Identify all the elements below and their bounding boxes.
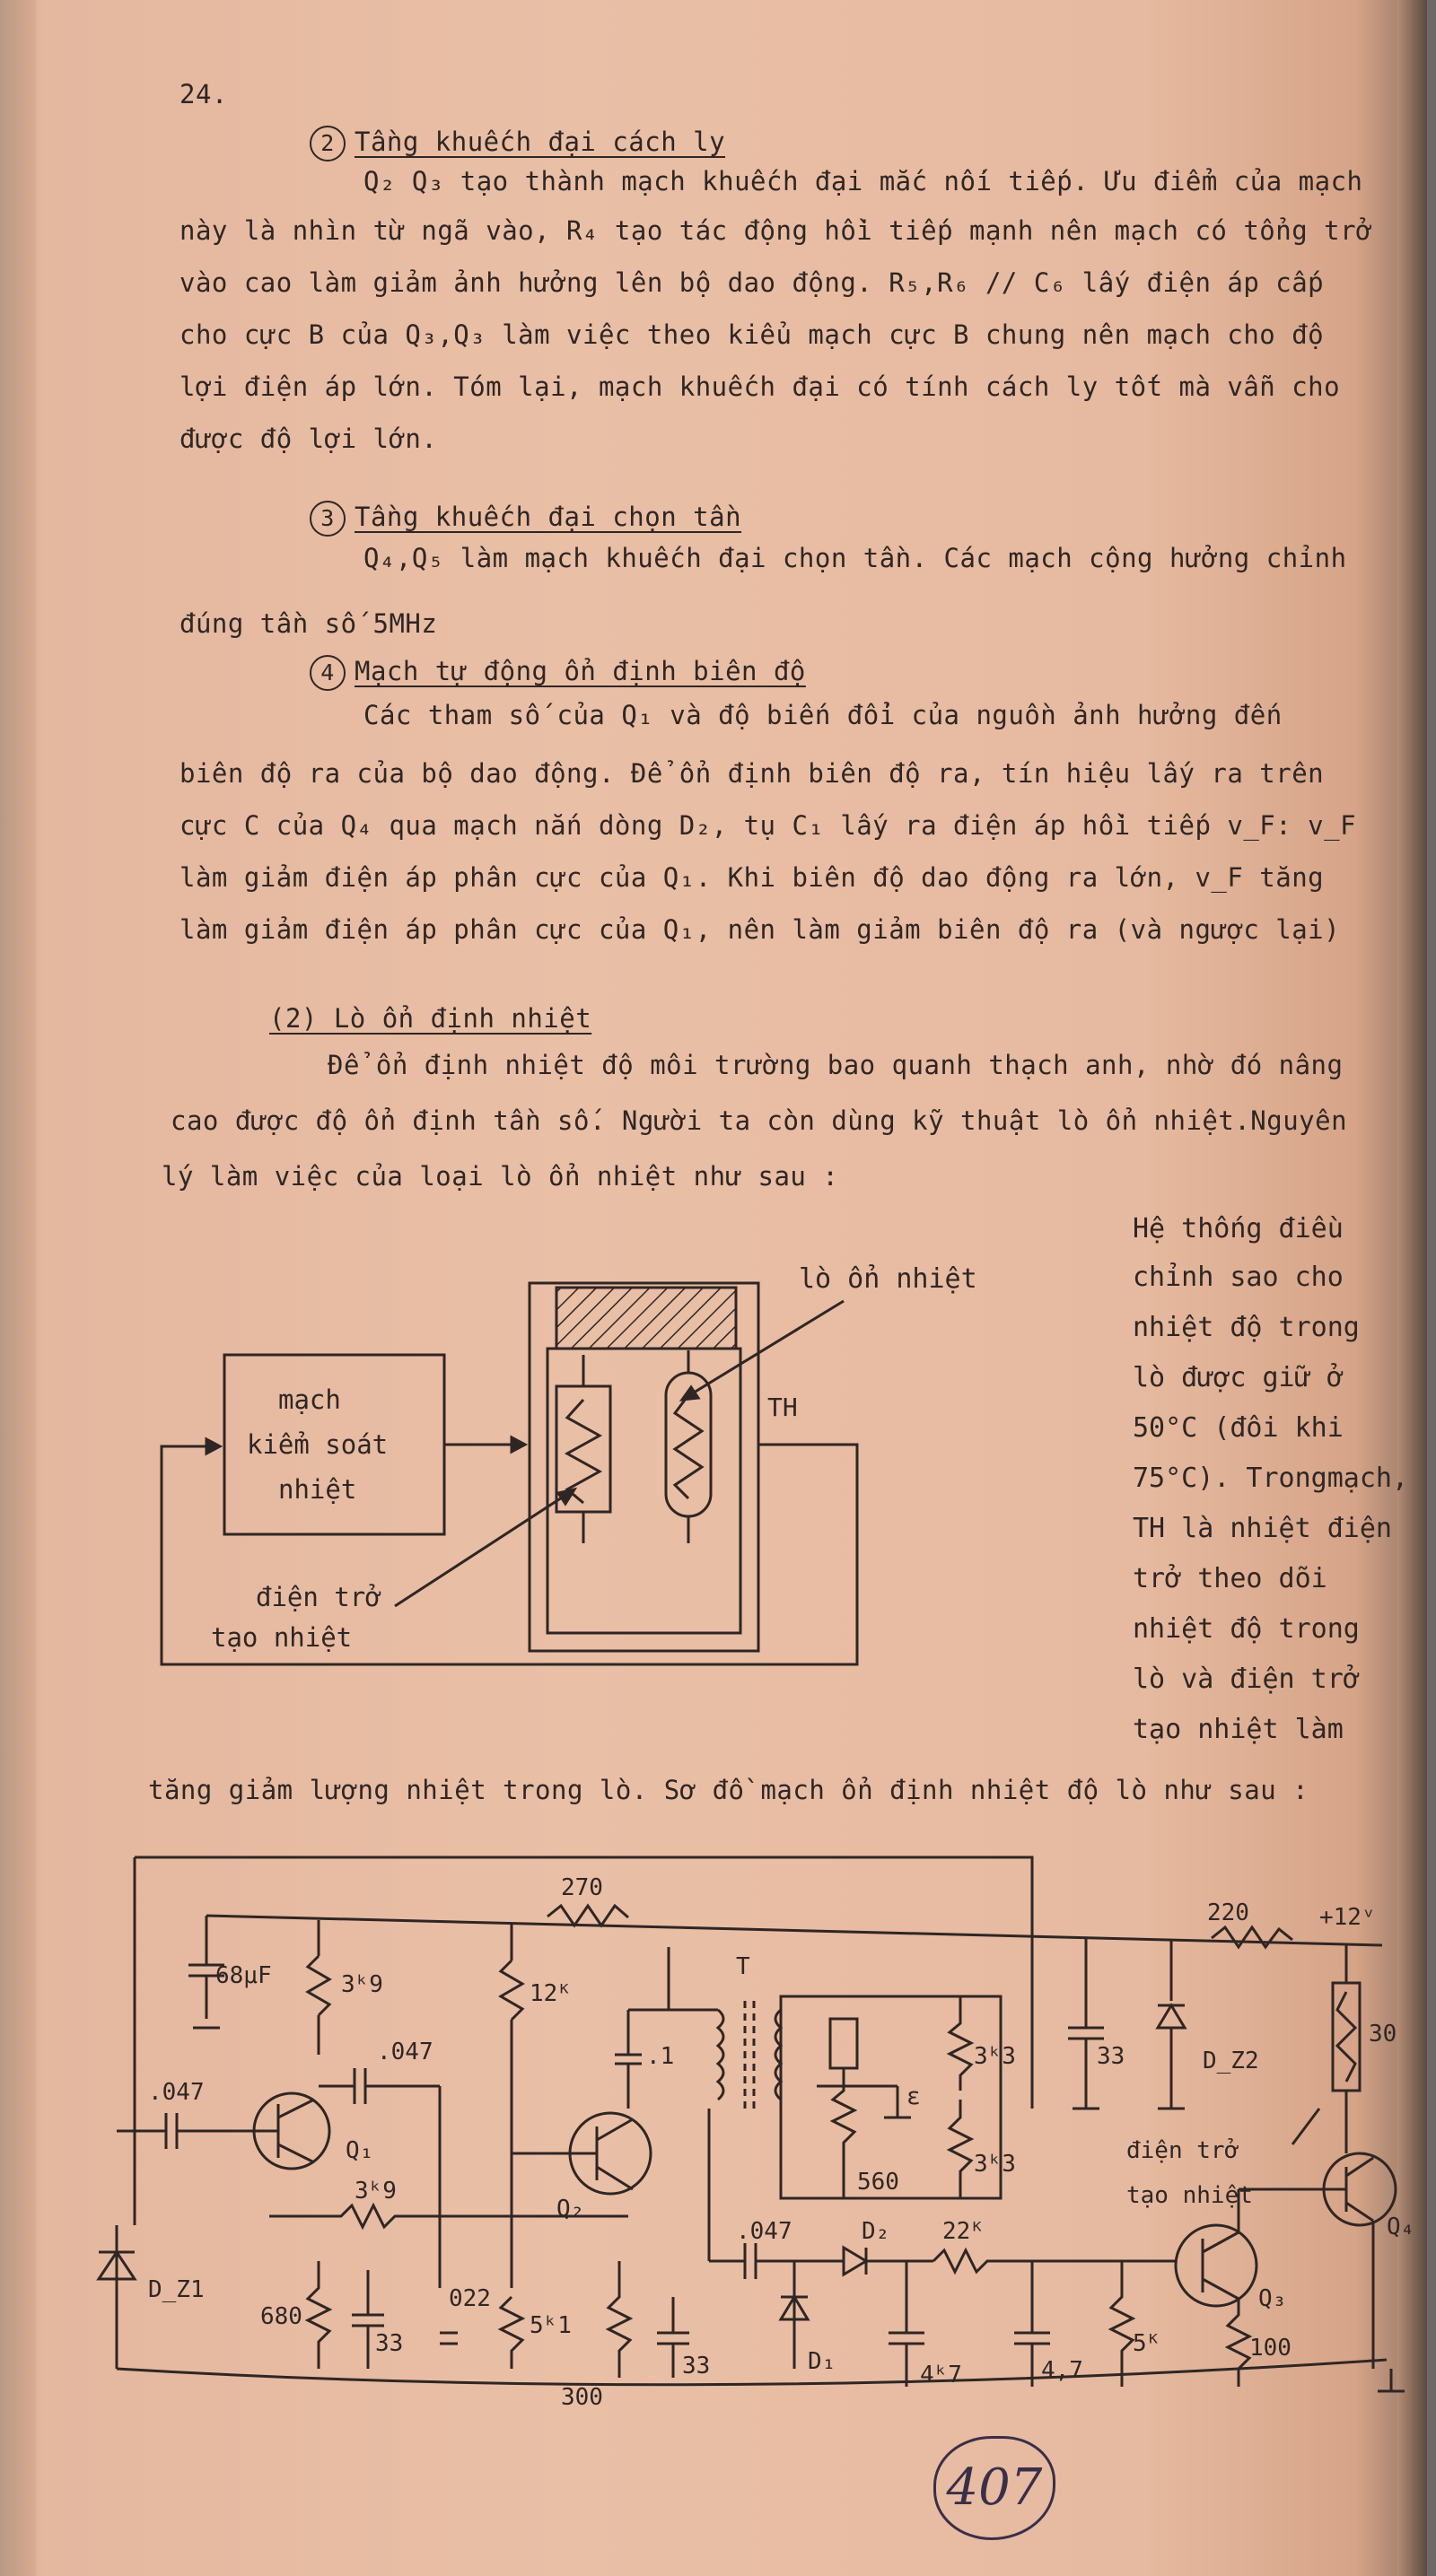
handwritten-page-number: 407	[933, 2436, 1055, 2540]
section-number-circle: 3	[310, 501, 346, 537]
label-r680: 680	[260, 2303, 302, 2330]
side-text-line: chỉnh sao cho	[1133, 1262, 1344, 1293]
label-dz2: D_Z2	[1203, 2048, 1259, 2074]
label-c01: .1	[646, 2043, 675, 2070]
section-number-circle: 4	[310, 655, 346, 691]
label-q2: Q₂	[556, 2196, 585, 2222]
label-q4: Q₄	[1387, 2214, 1415, 2240]
ground-rail	[117, 2360, 1387, 2385]
label-r3k9: 3ᵏ9	[341, 1971, 383, 1998]
text-line: Q₄,Q₅ làm mạch khuếch đại chọn tần. Các mạch cộng hưởng chỉnh	[363, 543, 1347, 573]
label-r300: 300	[561, 2384, 603, 2411]
label-q3: Q₃	[1258, 2285, 1287, 2312]
zener-dz2	[1158, 2005, 1185, 2028]
label-c33: 33	[1097, 2043, 1125, 2070]
label-r100: 100	[1249, 2335, 1292, 2362]
label-c047: .047	[148, 2079, 205, 2106]
oven-label: lò ổn nhiệt	[799, 1263, 977, 1295]
control-label: mạch	[278, 1384, 341, 1415]
label-dz1: D_Z1	[148, 2276, 205, 2303]
label-c047: .047	[377, 2039, 433, 2065]
label-c68: 68μF	[215, 1962, 272, 1989]
label-r3k9: 3ᵏ9	[355, 2178, 397, 2205]
label-r3k3: 3ᵏ3	[974, 2151, 1016, 2178]
label-d2: D₂	[862, 2218, 890, 2245]
label-r220: 220	[1207, 1899, 1249, 1926]
side-text-line: Hệ thống điều	[1133, 1213, 1344, 1244]
transformer-primary	[718, 2010, 723, 2100]
text-line: cực C của Q₄ qua mạch nắn dòng D₂, tụ C₁ lấy ra điện áp hồi tiếp v_F: v_F	[180, 810, 1357, 841]
oven-section-heading: (2) Lò ổn định nhiệt	[269, 1003, 592, 1034]
text-line: vào cao làm giảm ảnh hưởng lên bộ dao động. R₅,R₆ // C₆ lấy điện áp cấp	[180, 267, 1325, 298]
text-line: Q₂ Q₃ tạo thành mạch khuếch đại mắc nối tiếp. Ưu điểm của mạch	[363, 166, 1363, 196]
text-line: này là nhìn từ ngã vào, R₄ tạo tác động hồi tiếp mạnh nên mạch có tổng trở	[180, 215, 1373, 246]
label-r5k: 5ᴷ	[1133, 2330, 1161, 2357]
label-r12k: 12ᴷ	[530, 1980, 572, 2007]
resistor-22k	[933, 2250, 1176, 2272]
side-text-line: 75°C). Trongmạch,	[1133, 1463, 1409, 1494]
label-r560: 560	[857, 2169, 899, 2196]
resistor-220	[1212, 1927, 1292, 1947]
section-title: Mạch tự động ổn định biên độ	[355, 656, 806, 686]
text-line: Để ổn định nhiệt độ môi trường bao quanh thạch anh, nhờ đó nâng	[328, 1050, 1344, 1080]
side-text-line: lò và điện trở	[1133, 1663, 1360, 1695]
label-r3k3: 3ᵏ3	[974, 2043, 1016, 2070]
text-line: đúng tần số 5MHz	[180, 608, 438, 639]
side-text-line: TH là nhiệt điện	[1133, 1513, 1392, 1544]
resistor-270	[547, 1906, 628, 1925]
section-number-circle: 2	[310, 126, 346, 162]
transistor-q3	[1176, 2225, 1256, 2306]
side-text-line: tạo nhiệt làm	[1133, 1714, 1344, 1745]
control-label: nhiệt	[278, 1474, 357, 1505]
label-heater: điện trở	[1126, 2137, 1239, 2164]
side-text-line: lò được giữ ở	[1133, 1362, 1344, 1393]
label-r5k1: 5ᵏ1	[530, 2312, 572, 2339]
text-line: Các tham số của Q₁ và độ biến đổi của nguồn ảnh hưởng đến	[363, 700, 1283, 730]
side-text-line: nhiệt độ trong	[1133, 1613, 1360, 1645]
label-heater: tạo nhiệt	[1126, 2182, 1253, 2209]
wire	[206, 1916, 1382, 1945]
label-c022: 022	[449, 2285, 491, 2312]
side-text-line: 50°C (đôi khi	[1133, 1412, 1344, 1444]
text-line: tăng giảm lượng nhiệt trong lò. Sơ đồ mạch ổn định nhiệt độ lò như sau :	[148, 1775, 1309, 1805]
section-title: Tầng khuếch đại chọn tần	[355, 502, 742, 532]
label-trimmer: ε	[906, 2083, 921, 2110]
text-line: biên độ ra của bộ dao động. Để ổn định biên độ ra, tín hiệu lấy ra trên	[180, 758, 1325, 789]
text-line: được độ lợi lớn.	[180, 424, 438, 454]
section-title: Tầng khuếch đại cách ly	[355, 127, 726, 157]
text-line: cho cực B của Q₃,Q₃ làm việc theo kiểu mạch cực B chung nên mạch cho độ	[180, 319, 1325, 350]
heater-label: tạo nhiệt	[211, 1622, 353, 1653]
control-label: kiểm soát	[247, 1429, 389, 1460]
text-line: lợi điện áp lớn. Tóm lại, mạch khuếch đại có tính cách ly tốt mà vẫn cho	[180, 371, 1341, 402]
label-r270: 270	[561, 1874, 603, 1901]
diode-d2	[844, 2248, 866, 2275]
label-q1: Q₁	[346, 2137, 374, 2164]
label-transformer: T	[736, 1953, 750, 1980]
label-r22k: 22ᴷ	[942, 2218, 985, 2245]
label-r30: 30	[1369, 2021, 1397, 2048]
text-line: cao được độ ổn định tần số. Người ta còn dùng kỹ thuật lò ổn nhiệt.Nguyên	[171, 1105, 1348, 1136]
page-number: 24.	[180, 79, 228, 109]
side-text-line: nhiệt độ trong	[1133, 1312, 1360, 1343]
heater-label: điện trở	[256, 1582, 381, 1612]
side-text-line: trở theo dõi	[1133, 1563, 1327, 1594]
label-supply: +12ᵛ	[1319, 1904, 1376, 1931]
label-c047: .047	[736, 2218, 792, 2245]
label-c33: 33	[375, 2330, 404, 2357]
text-line: làm giảm điện áp phân cực của Q₁. Khi biên độ dao động ra lớn, v_F tăng	[180, 862, 1325, 893]
label-d1: D₁	[808, 2348, 836, 2375]
label-c33: 33	[682, 2353, 711, 2380]
label-c47: 4,7	[1041, 2357, 1083, 2384]
label-c4k7: 4ᵏ7	[920, 2362, 962, 2388]
text-line: lý làm việc của loại lò ổn nhiệt như sau :	[162, 1161, 839, 1192]
text-line: làm giảm điện áp phân cực của Q₁, nên làm giảm biên độ ra (và ngược lại)	[180, 914, 1341, 945]
thermistor-label: TH	[767, 1393, 798, 1422]
